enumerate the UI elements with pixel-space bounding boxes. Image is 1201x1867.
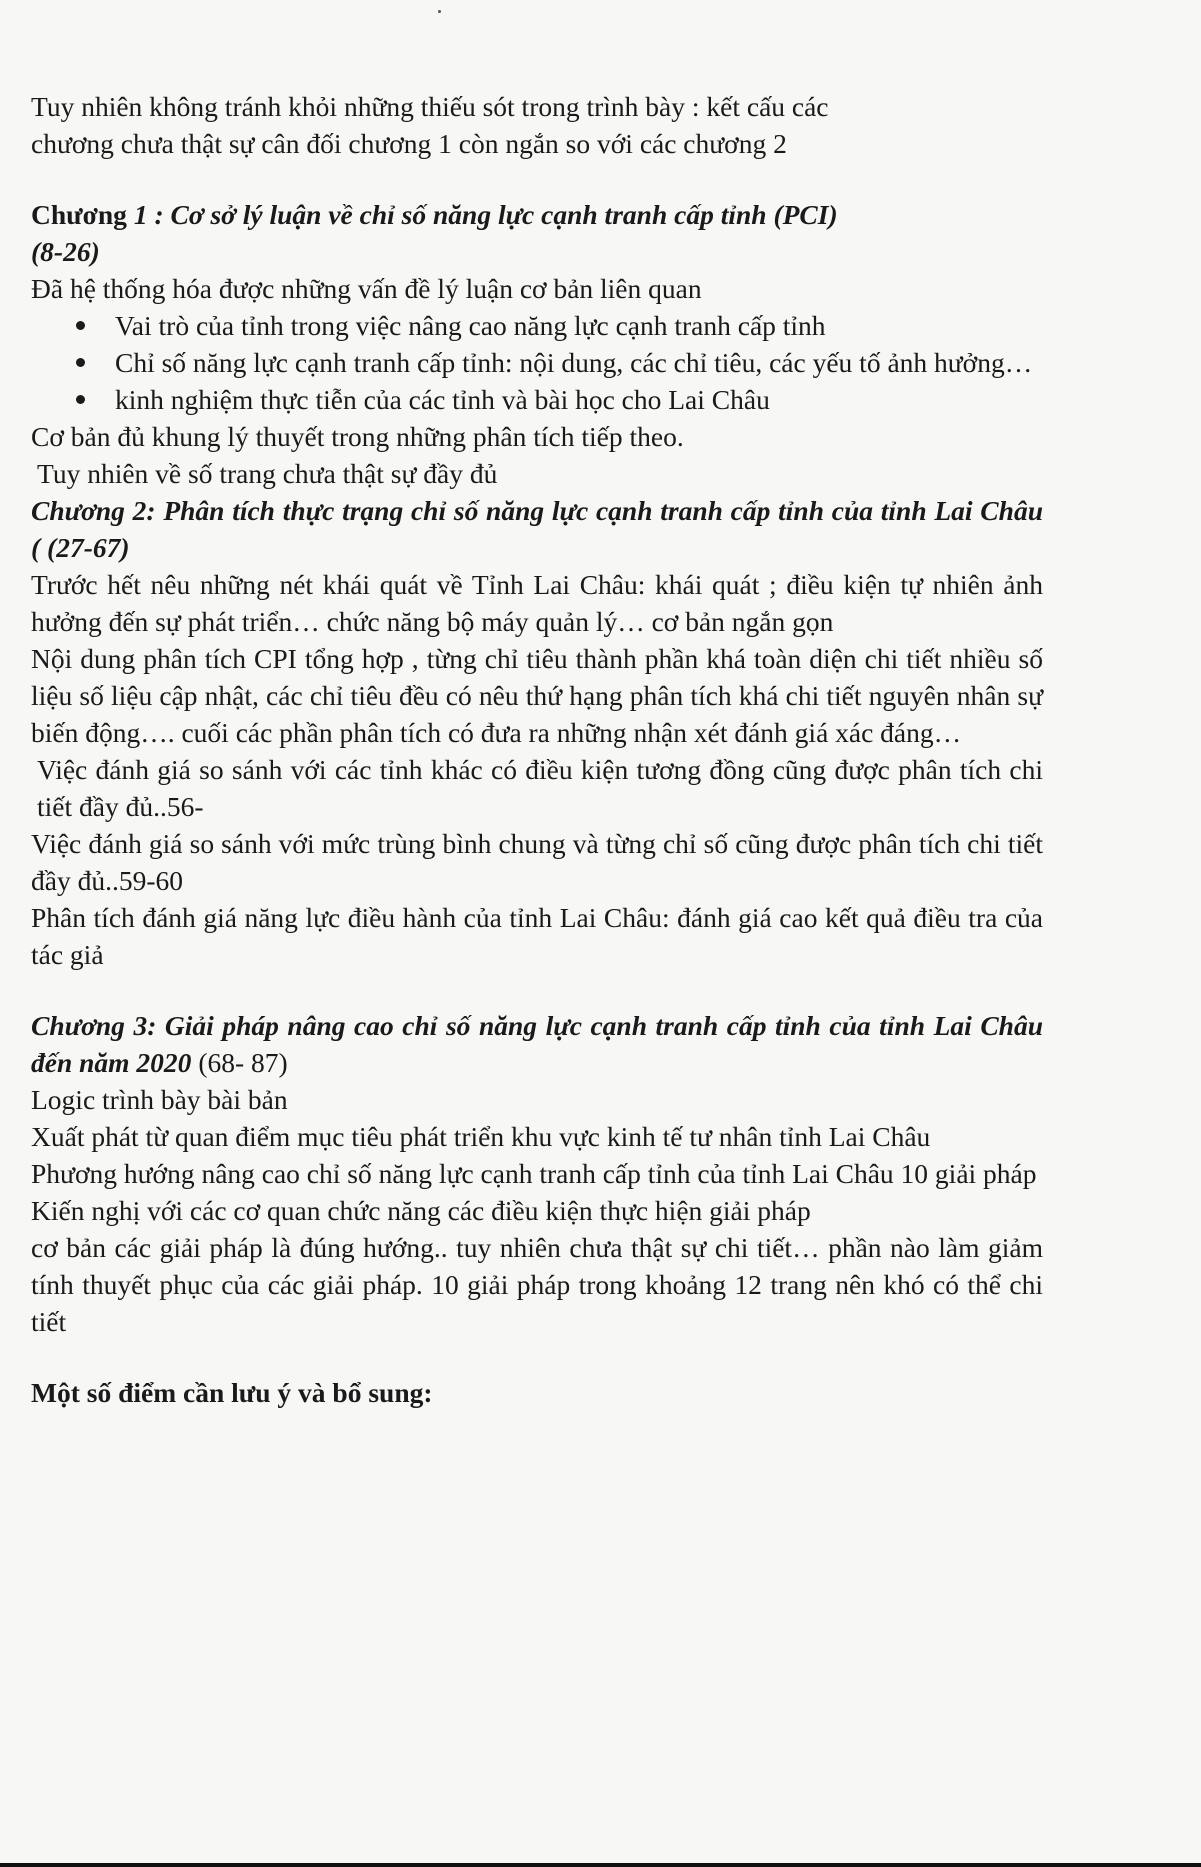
scan-speck (438, 10, 441, 13)
chapter1-heading (31, 196, 1043, 233)
chapter1-pages: (8-26) (31, 236, 100, 267)
notes-heading: Một số điểm cần lưu ý và bổ sung: (31, 1377, 433, 1408)
chapter2-paragraph: Nội dung phân tích CPI tổng hợp , từng chỉ tiêu thành phần khá toàn diện chi tiết nhiều số liệu số liệu cập nhật, các chỉ tiêu đều có nêu thứ hạng phân tích khá chi tiết nguyên nhân sự biến động…. cuối các phần phân tích có đưa ra những nhận xét đánh giá xác đáng… (31, 643, 1043, 748)
intro-line-1: Tuy nhiên không tránh khỏi những thiếu sót trong trình bày : kết cấu các (31, 91, 829, 122)
chapter2-paragraph: Phân tích đánh giá năng lực điều hành của tỉnh Lai Châu: đánh giá cao kết quả điều tra của tác giả (31, 902, 1043, 970)
chapter3-closing-2: cơ bản các giải pháp là đúng hướng.. tuy nhiên chưa thật sự chi tiết… phần nào làm giảm tính thuyết phục của các giải pháp. 10 giải pháp trong khoảng 12 trang nên khó có thể chi tiết (31, 1232, 1043, 1337)
bullet-text: Chỉ số năng lực cạnh tranh cấp tỉnh: nội dung, các chỉ tiêu, các yếu tố ảnh hưởng… (115, 347, 1033, 378)
chapter3-paragraph: Xuất phát từ quan điểm mục tiêu phát triển khu vực kinh tế tư nhân tỉnh Lai Châu (31, 1121, 931, 1152)
list-item (31, 344, 1043, 381)
chapter2-paragraph: Trước hết nêu những nét khái quát về Tỉnh Lai Châu: khái quát ; điều kiện tự nhiên ảnh hưởng đến sự phát triển… chức năng bộ máy quản lý… cơ bản ngắn gọn (31, 569, 1043, 637)
chapter3-heading (31, 1007, 1043, 1081)
bullet-icon (76, 395, 85, 404)
bullet-text: kinh nghiệm thực tiễn của các tỉnh và bài học cho Lai Châu (115, 384, 770, 415)
chapter2-heading: Chương 2: Phân tích thực trạng chỉ số năng lực cạnh tranh cấp tỉnh của tỉnh Lai Châu ( (27-67) (31, 495, 1043, 563)
chapter1-title: 1 : Cơ sở lý luận về chỉ số năng lực cạnh tranh cấp tỉnh (PCI) (133, 199, 838, 230)
scan-bottom-edge (0, 1863, 1201, 1867)
chapter1-after-1: Cơ bản đủ khung lý thuyết trong những phân tích tiếp theo. (31, 421, 684, 452)
chapter2-paragraph: Việc đánh giá so sánh với mức trùng bình chung và từng chỉ số cũng được phân tích chi tiết đầy đủ..59-60 (31, 828, 1043, 896)
chapter1-label: Chương (31, 199, 127, 230)
chapter3-paragraph: Logic trình bày bài bản (31, 1084, 288, 1115)
list-item (31, 307, 1043, 344)
chapter3-pages: (68- 87) (191, 1047, 288, 1078)
document-page (31, 88, 1043, 1411)
bullet-icon (76, 358, 85, 367)
chapter1-after-2: Tuy nhiên về số trang chưa thật sự đầy đủ (37, 458, 498, 489)
chapter2-paragraph: Việc đánh giá so sánh với các tỉnh khác có điều kiện tương đồng cũng được phân tích chi tiết đầy đủ..56- (37, 754, 1043, 822)
chapter3-title: Chương 3: Giải pháp nâng cao chỉ số năng lực cạnh tranh cấp tỉnh của tỉnh Lai Châu đến năm 2020 (31, 1010, 1043, 1078)
chapter1-intro: Đã hệ thống hóa được những vấn đề lý luận cơ bản liên quan (31, 273, 702, 304)
intro-line-2: chương chưa thật sự cân đối chương 1 còn ngắn so với các chương 2 (31, 128, 787, 159)
chapter3-closing-1: Kiến nghị với các cơ quan chức năng các điều kiện thực hiện giải pháp (31, 1195, 811, 1226)
chapter1-bullet-list (31, 307, 1043, 418)
list-item (31, 381, 1043, 418)
bullet-text: Vai trò của tỉnh trong việc nâng cao năng lực cạnh tranh cấp tỉnh (115, 310, 826, 341)
bullet-icon (76, 321, 85, 330)
chapter3-paragraph: Phương hướng nâng cao chỉ số năng lực cạnh tranh cấp tỉnh của tỉnh Lai Châu 10 giải pháp (31, 1158, 1037, 1189)
